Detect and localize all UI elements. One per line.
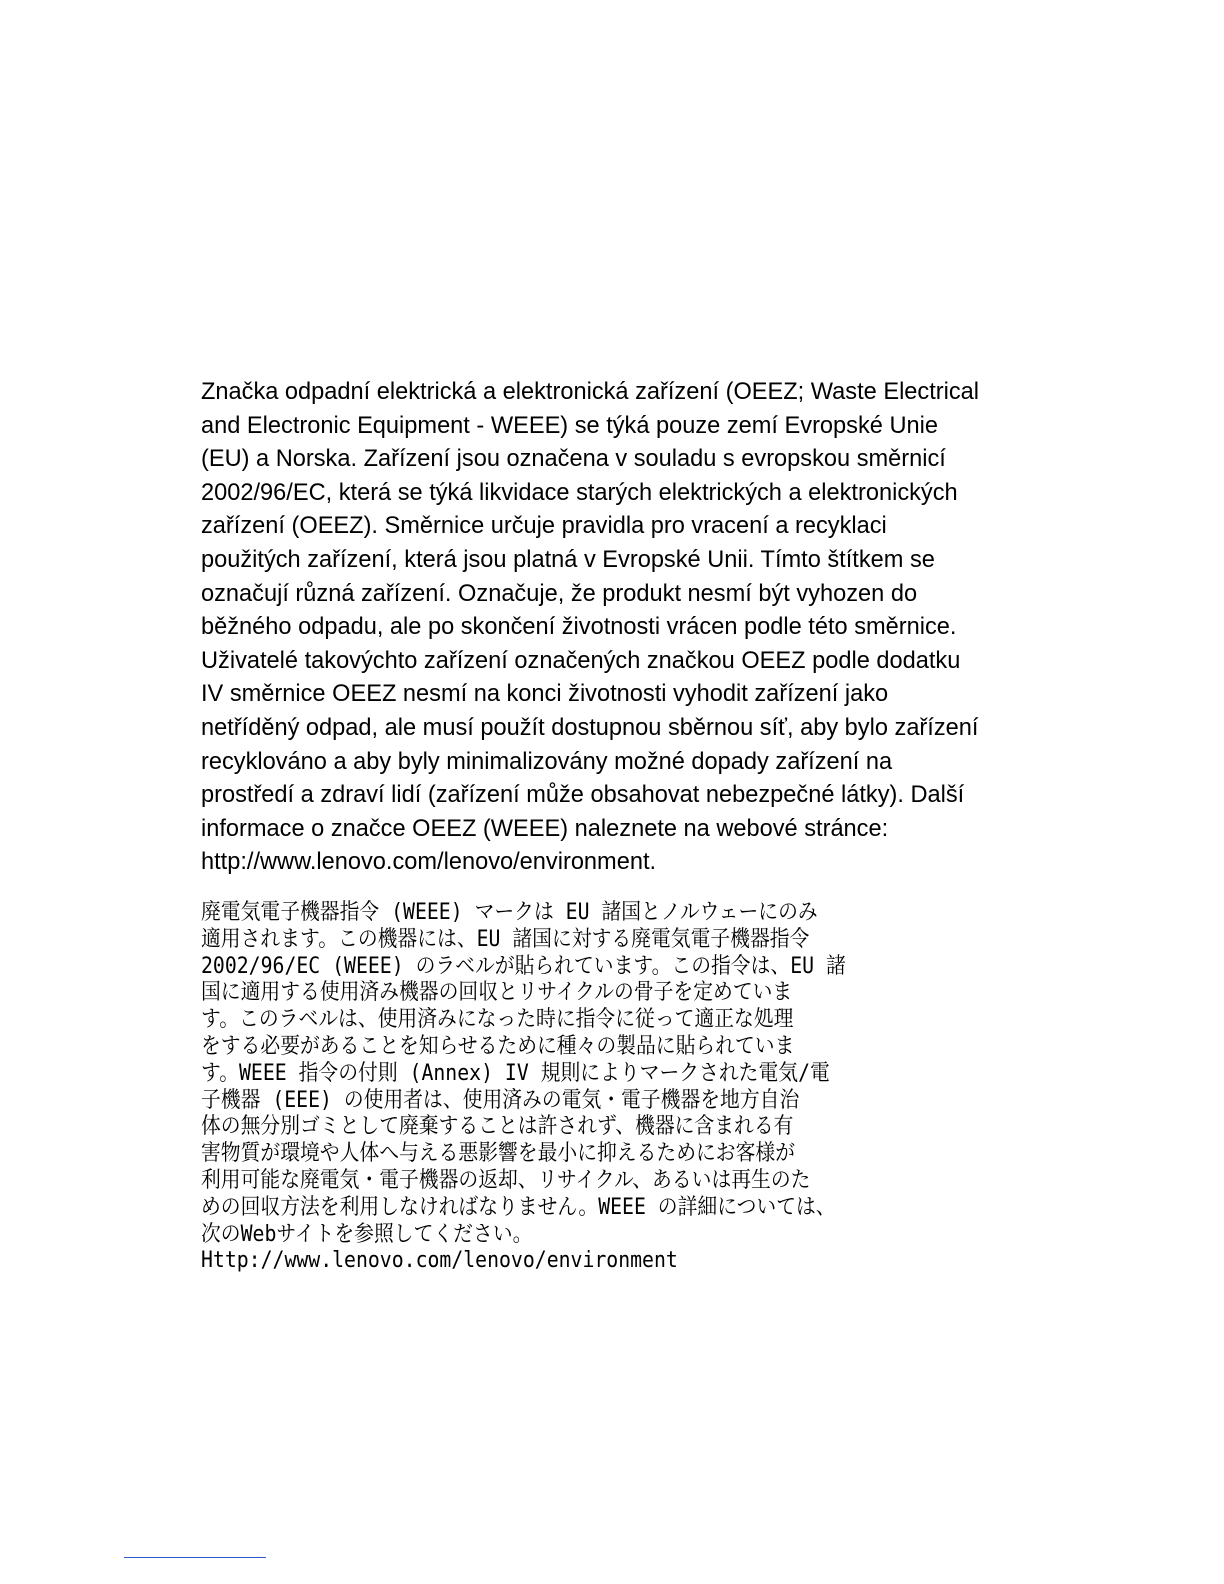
japanese-text-line: 国に適用する使用済み機器の回収とリサイクルの骨子を定めていま xyxy=(201,980,793,1006)
japanese-text-line: 適用されます。この機器には、EU 諸国に対する廃電気電子機器指令 xyxy=(201,926,810,952)
japanese-text-line: す。このラベルは、使用済みになった時に指令に従って適正な処理 xyxy=(201,1007,794,1033)
czech-environment-url: http://www.lenovo.com/lenovo/environment. xyxy=(201,849,657,876)
japanese-weee-paragraph xyxy=(201,900,1061,1275)
japanese-environment-url: Http://www.lenovo.com/lenovo/environment xyxy=(201,1248,678,1274)
japanese-text-line: 廃電気電子機器指令 (WEEE) マークは EU 諸国とノルウェーにのみ xyxy=(201,900,818,925)
czech-text-line: prostředí a zdraví lidí (zařízení může obsahovat nebezpečné látky). Další xyxy=(201,782,965,809)
czech-text-line: and Electronic Equipment - WEEE) se týká pouze zemí Evropské Unie xyxy=(201,412,938,439)
czech-text-line: IV směrnice OEEZ nesmí na konci životnosti vyhodit zařízení jako xyxy=(201,681,889,708)
czech-text-line: zařízení (OEEZ). Směrnice určuje pravidla pro vracení a recyklaci xyxy=(201,513,887,540)
czech-text-line: Značka odpadní elektrická a elektronická zařízení (OEEZ; Waste Electrical xyxy=(201,379,980,405)
japanese-text-line: をする必要があることを知らせるために種々の製品に貼られていま xyxy=(201,1033,795,1059)
japanese-text-line: 子機器 (EEE) の使用者は、使用済みの電気・電子機器を地方自治 xyxy=(201,1087,800,1113)
czech-text-line: 2002/96/EC, která se týká likvidace starých elektrických a elektronických xyxy=(201,479,958,506)
czech-text-line: označují různá zařízení. Označuje, že produkt nesmí být vyhozen do xyxy=(201,580,918,607)
czech-text-line: běžného odpadu, ale po skončení životnosti vrácen podle této směrnice. xyxy=(201,614,957,641)
czech-text-line: informace o značce OEEZ (WEEE) naleznete na webové stránce: xyxy=(201,815,889,842)
czech-text-line: (EU) a Norska. Zařízení jsou označena v souladu s evropskou směrnicí xyxy=(201,446,946,473)
czech-text-line: použitých zařízení, která jsou platná v Evropské Unii. Tímto štítkem se xyxy=(201,546,935,573)
japanese-text-line: 次のWebサイトを参照してください。 xyxy=(201,1221,533,1247)
czech-text-line: Uživatelé takovýchto zařízení označených značkou OEEZ podle dodatku xyxy=(201,647,961,674)
japanese-text-line: 利用可能な廃電気・電子機器の返却、リサイクル、あるいは再生のた xyxy=(201,1167,811,1193)
japanese-text-line: めの回収方法を利用しなければなりません。WEEE の詳細については、 xyxy=(201,1194,836,1220)
footnote-divider xyxy=(124,1557,266,1558)
czech-text-line: recyklováno a aby byly minimalizovány možné dopady zařízení na xyxy=(201,748,893,775)
japanese-text-line: 2002/96/EC (WEEE) のラベルが貼られています。この指令は、EU 諸 xyxy=(201,953,846,979)
japanese-text-line: す。WEEE 指令の付則 (Annex) IV 規則によりマークされた電気/電 xyxy=(201,1060,830,1086)
czech-weee-paragraph xyxy=(201,376,1061,880)
czech-text-line: netříděný odpad, ale musí použít dostupnou sběrnou síť, aby bylo zařízení xyxy=(201,714,979,741)
japanese-text-line: 体の無分別ゴミとして廃棄することは許されず、機器に含まれる有 xyxy=(201,1114,794,1140)
japanese-text-line: 害物質が環境や人体へ与える悪影響を最小に抑えるためにお客様が xyxy=(201,1141,796,1167)
